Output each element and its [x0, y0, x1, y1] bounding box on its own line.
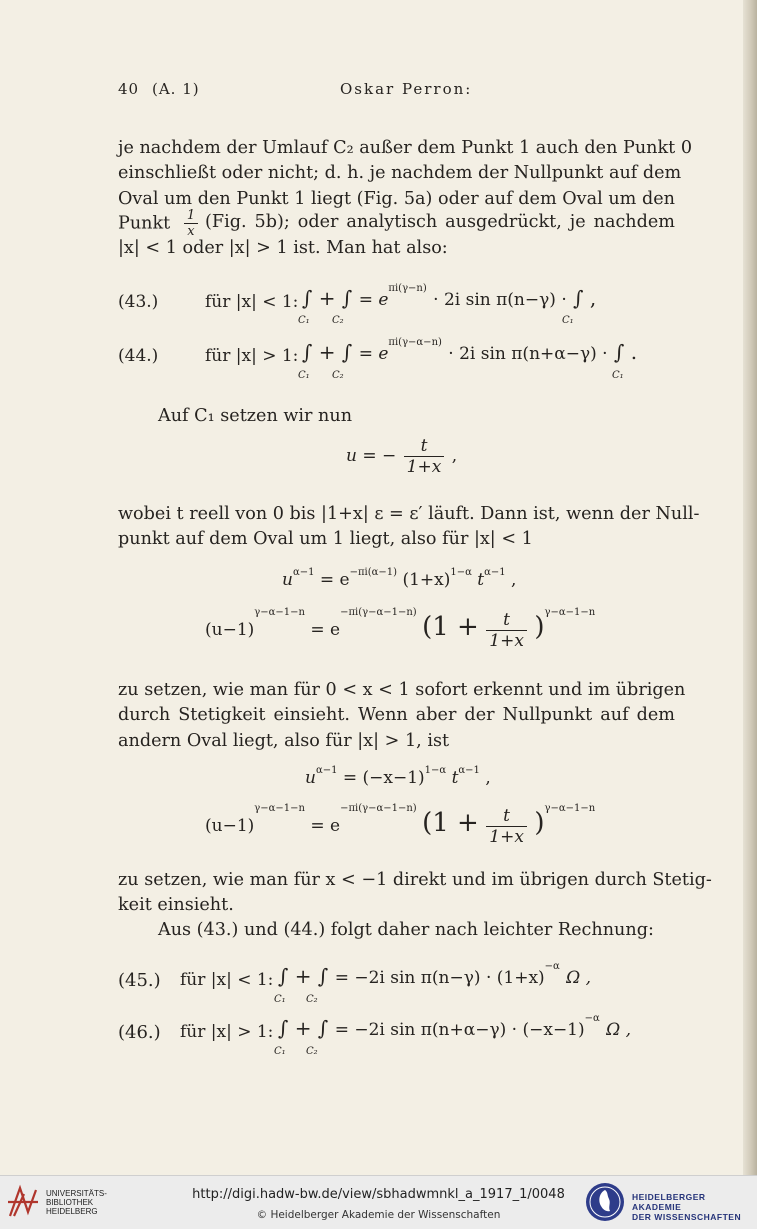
- page-number: 40: [118, 80, 140, 98]
- exponent: 1−α: [450, 567, 472, 578]
- text-line: zu setzen, wie man für x < −1 direkt und im übrigen durch Stetig-: [118, 870, 712, 890]
- subscript-c1: C₁: [274, 1046, 286, 1057]
- text-fragment: (Fig. 5b); oder analytisch ausgedrückt, je nachdem: [205, 212, 675, 232]
- integral-sum: ∫ + ∫ = −2i $\sin \pi(n-\gamma) \cdot (1+x)^{-\alpha}$ Ω ,: [278, 961, 592, 988]
- integral-sign: ∫: [341, 286, 353, 310]
- text-line: zu setzen, wie man für 0 < x < 1 sofort erkennt und im übrigen: [118, 680, 686, 700]
- equation-ud: [205, 803, 596, 847]
- academy-name-line: DER WISSENSCHAFTEN: [632, 1212, 742, 1222]
- book-spine-edge: [743, 0, 757, 1175]
- subscript-c2: C₂: [306, 1046, 318, 1057]
- copyright-notice: © Heidelberger Akademie der Wissenschaften: [256, 1209, 501, 1221]
- equation-rhs: = −2i sin π(n+α−γ) · (−x−1): [334, 1020, 585, 1040]
- equation-rhs: · 2i sin π(n−γ) ·: [433, 290, 567, 310]
- equation-condition: für |x| > 1:: [205, 346, 299, 366]
- fraction-1-over-x: [184, 208, 198, 239]
- fraction-denominator: 1+x: [489, 631, 524, 651]
- exponent: α−1: [458, 765, 480, 776]
- text-line: Aus (43.) und (44.) folgt daher nach leichter Rechnung:: [158, 920, 654, 940]
- equation-u1: [205, 607, 596, 651]
- big-paren: ): [534, 808, 545, 838]
- text-line: Auf C₁ setzen wir nun: [158, 406, 353, 426]
- text-line: je nachdem der Umlauf C₂ außer dem Punkt 1 auch den Punkt 0: [118, 138, 693, 158]
- integral-sum: ∫ + ∫ = −2i $\sin \pi(n+\alpha-\gamma) \cdot (-x-1)^{-\alpha}$ Ω ,: [278, 1013, 632, 1040]
- exponent: γ−α−1−n: [544, 803, 596, 814]
- permalink-url[interactable]: http://digi.hadw-bw.de/view/sbhadwmnkl_a_1917_1/0048: [192, 1187, 565, 1202]
- equation-lhs: u: [282, 570, 293, 590]
- fraction-denominator: 1+x: [489, 827, 524, 847]
- fraction-numerator: 1: [184, 208, 198, 224]
- term: (1+x): [402, 570, 451, 590]
- integral-sign: ∫: [302, 286, 313, 310]
- library-name-line: BIBLIOTHEK: [46, 1198, 94, 1207]
- paragraph-4: [118, 868, 712, 919]
- fraction: [486, 610, 527, 651]
- exponent: 1−α: [424, 765, 447, 776]
- integral-sign: ∫: [278, 964, 289, 988]
- subscript-c1: C₁: [562, 315, 574, 326]
- exponent: γ−α−1−n: [254, 607, 305, 618]
- punctuation: ,: [511, 570, 517, 590]
- exponent: −πi(α−1): [349, 567, 398, 578]
- text-line: durch Stetigkeit einsieht. Wenn aber der Nullpunkt auf dem: [118, 705, 675, 726]
- exponent: −α: [584, 1013, 600, 1024]
- academy-seal-icon: [584, 1181, 626, 1223]
- fraction-numerator: t: [486, 610, 527, 631]
- viewer-footer: [0, 1175, 757, 1229]
- exponent: γ−α−1−n: [254, 803, 305, 814]
- equation-lhs: u: [305, 768, 316, 788]
- integral-sum: ∫ + ∫ = $e^{\pi i(\gamma-\alpha-n)} \cdot 2i$ sin π(n+α−γ) · ∫ .: [302, 337, 638, 364]
- running-head-author: Oskar Perron:: [340, 80, 473, 98]
- equation-tail: Ω ,: [606, 1020, 632, 1040]
- exponent: −α: [544, 961, 560, 972]
- text-line: einschließt oder nicht; d. h. je nachdem der Nullpunkt auf dem: [118, 163, 682, 184]
- text-line: andern Oval liegt, also für |x| > 1, ist: [118, 730, 450, 751]
- punctuation: ,: [451, 446, 458, 466]
- term: t: [477, 570, 485, 590]
- big-paren: (1 +: [422, 612, 479, 642]
- equation-label: (44.): [118, 346, 159, 366]
- exponent: −πi(γ−α−1−n): [340, 607, 417, 618]
- big-paren: (1 +: [422, 808, 479, 838]
- text-line: Oval um den Punkt 1 liegt (Fig. 5a) oder auf dem Oval um den: [118, 188, 675, 209]
- equation-u: [346, 436, 457, 477]
- integral-sign: ∫: [317, 964, 329, 988]
- exponent: −πi(γ−α−1−n): [340, 803, 417, 814]
- library-name-line: HEIDELBERG: [46, 1207, 98, 1216]
- equation-lhs: (u−1): [205, 816, 255, 836]
- exponent: α−1: [292, 567, 315, 578]
- fraction: [404, 436, 445, 477]
- fraction-denominator: x: [187, 224, 195, 239]
- fraction-numerator: t: [486, 806, 527, 827]
- text-line: keit einsieht.: [118, 895, 234, 916]
- equation-lhs: (u−1): [205, 620, 255, 640]
- equation-uc: [305, 765, 491, 788]
- equation-rhs: = −2i sin π(n−γ) · (1+x): [334, 968, 545, 988]
- subscript-c1: C₁: [298, 370, 310, 381]
- equation-label: (46.): [118, 1022, 161, 1043]
- equation-lhs: u = −: [346, 446, 397, 466]
- library-name-line: UNIVERSITÄTS-: [46, 1189, 107, 1198]
- punctuation: ,: [485, 768, 491, 788]
- fraction: [486, 806, 527, 847]
- paragraph-3: [118, 678, 686, 754]
- integral-sign: ∫: [341, 340, 353, 364]
- equals-e: = e: [319, 570, 350, 590]
- paragraph-1: [118, 136, 693, 212]
- equation-label: (45.): [118, 970, 161, 991]
- integral-sign: ∫: [317, 1016, 329, 1040]
- equals-e: = e: [310, 620, 341, 640]
- section-ref: (A. 1): [152, 80, 200, 98]
- equation-43: [118, 292, 158, 312]
- subscript-c1: C₁: [612, 370, 624, 381]
- academy-name: [632, 1192, 757, 1222]
- text-fragment: Punkt: [118, 213, 171, 234]
- equation-label: (43.): [118, 292, 159, 312]
- equation-tail: Ω ,: [566, 968, 592, 988]
- integral-sum: ∫ + ∫ = $e^{\pi i(\gamma-n)} \cdot 2i$ sin π(n−γ) · ∫ ,: [302, 283, 597, 310]
- exponent: γ−α−1−n: [544, 607, 596, 618]
- paragraph-2: [118, 502, 700, 553]
- integral-sign: ∫: [278, 1016, 289, 1040]
- fraction-numerator: t: [404, 436, 445, 457]
- subscript-c1: C₁: [274, 994, 286, 1005]
- big-paren: ): [534, 612, 545, 642]
- equals-term: = (−x−1): [342, 768, 425, 788]
- fraction-denominator: 1+x: [406, 457, 442, 477]
- exponent: πi(γ−n): [388, 283, 427, 294]
- equation-condition: für |x| < 1:: [180, 970, 274, 990]
- subscript-c1: C₁: [298, 315, 310, 326]
- exponent: α−1: [484, 567, 506, 578]
- text-line: wobei t reell von 0 bis |1+x| ε = ε′ läuft. Dann ist, wenn der Null-: [118, 504, 700, 524]
- subscript-c2: C₂: [332, 315, 344, 326]
- academy-name-line: HEIDELBERGER AKADEMIE: [632, 1192, 706, 1212]
- integral-sign: ∫: [573, 286, 584, 310]
- exponent: πi(γ−α−n): [388, 337, 442, 348]
- text-line: |x| < 1 oder |x| > 1 ist. Man hat also:: [118, 238, 448, 258]
- text-line: punkt auf dem Oval um 1 liegt, also für |x| < 1: [118, 529, 533, 550]
- integral-sign: ∫: [302, 340, 313, 364]
- equals-e: = e: [310, 816, 341, 836]
- equation-condition: für |x| < 1:: [205, 292, 299, 312]
- text-line-with-fraction: [118, 208, 206, 239]
- exponent: α−1: [315, 765, 338, 776]
- subscript-c2: C₂: [306, 994, 318, 1005]
- subscript-c2: C₂: [332, 370, 344, 381]
- equation-ua: [282, 567, 517, 590]
- equation-rhs: · 2i sin π(n+α−γ) ·: [448, 344, 608, 364]
- integral-sign: ∫: [613, 340, 625, 364]
- term: t: [451, 768, 459, 788]
- equation-condition: für |x| > 1:: [180, 1022, 274, 1042]
